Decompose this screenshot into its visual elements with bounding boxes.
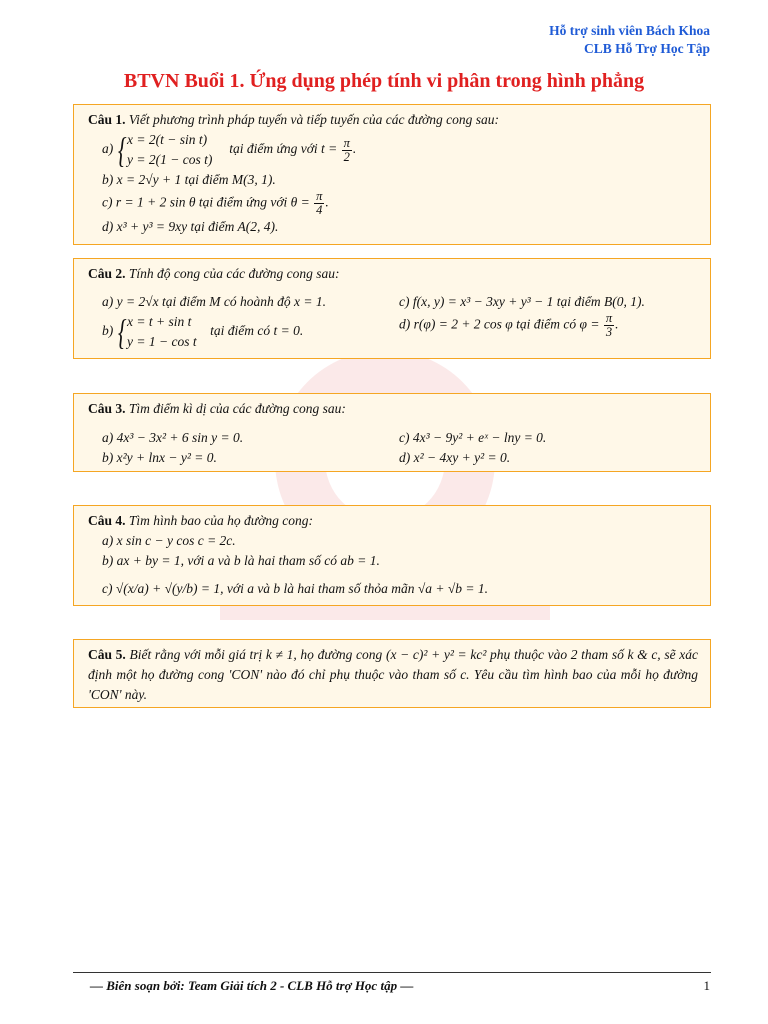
question-2-a: a) y = 2√x tại điểm M có hoành độ x = 1. <box>102 294 326 309</box>
q2-d-den: 3 <box>605 325 613 339</box>
q2-b-line2: y = 1 − cos t <box>127 334 197 349</box>
question-2-prompt: Tính độ cong của các đường cong sau: <box>128 266 340 281</box>
question-1-a: a) { x = 2(t − sin t) y = 2(1 − cos t) tại điểm ứng với t = $\frac{\pi}{2}$ . <box>102 130 357 170</box>
page-number: 1 <box>703 978 710 993</box>
q2-d-fraction <box>604 312 614 339</box>
question-2-b <box>102 312 401 352</box>
question-2-c: c) f(x, y) = x³ − 3xy + y³ − 1 tại điểm B(0, 1). <box>399 294 645 309</box>
q1-c-text: c) r = 1 + 2 sin θ tại điểm ứng với θ = <box>102 194 310 210</box>
question-4-c: c) √(x/a) + √(y/b) = 1, với a và b là hai tham số thỏa mãn √a + √b = 1. <box>102 581 488 596</box>
footer-divider <box>73 972 711 973</box>
q1-a-system: { x = 2(t − sin t) y = 2(1 − cos t) <box>117 130 213 170</box>
q2-b-tag: b) <box>102 323 114 339</box>
q1-c-fraction <box>314 190 324 217</box>
question-3-prompt: Tìm điểm kì dị của các đường cong sau: <box>128 401 346 416</box>
question-4-b: b) ax + by = 1, với a và b là hai tham số có ab = 1. <box>102 553 380 568</box>
question-1-prompt: Viết phương trình pháp tuyến và tiếp tuyến của các đường cong sau: <box>128 112 499 127</box>
footer-credit: — Biên soạn bởi: Team Giải tích 2 - CLB Hỗ trợ Học tập — <box>90 978 414 993</box>
question-3-a: a) 4x³ − 3x² + 6 sin y = 0. <box>102 430 244 445</box>
question-4-label: Câu 4. <box>88 513 126 528</box>
question-1-b: b) x = 2√y + 1 tại điểm M(3, 1). <box>102 172 276 187</box>
q2-d-num: π <box>605 311 613 325</box>
question-1-c: c) r = 1 + 2 sin θ tại điểm ứng với θ = $\frac{\pi}{4}$ . <box>102 189 329 217</box>
question-3-label: Câu 3. <box>88 401 126 416</box>
q1-a-line2: y = 2(1 − cos t) <box>127 152 213 167</box>
question-2-box <box>73 258 711 359</box>
q1-c-den: 4 <box>316 203 323 217</box>
question-5-box <box>73 639 711 708</box>
q1-a-num: π <box>343 135 350 150</box>
question-1-d: d) x³ + y³ = 9xy tại điểm A(2, 4). <box>102 219 279 234</box>
q1-c-num: π <box>316 189 323 203</box>
q2-b-line1: x = t + sin t <box>127 314 192 329</box>
header-line-2: CLB Hỗ Trợ Học Tập <box>584 41 710 56</box>
q2-d-text: d) r(φ) = 2 + 2 cos φ tại điểm có φ = <box>399 316 600 332</box>
question-3-c: c) 4x³ − 9y² + eˣ − lny = 0. <box>399 430 547 445</box>
question-1-box <box>73 104 711 245</box>
question-5-label: Câu 5. <box>88 647 126 662</box>
q1-a-line1: x = 2(t − sin t) <box>127 132 208 147</box>
page-title: BTVN Buổi 1. Ứng dụng phép tính vi phân trong hình phẳng <box>123 70 645 92</box>
q1-a-den: 2 <box>343 149 350 164</box>
question-3-b: b) x²y + lnx − y² = 0. <box>102 450 217 465</box>
question-3-box <box>73 393 711 472</box>
q1-a-tag: a) <box>102 141 114 157</box>
q1-a-condition: tại điểm ứng với t = <box>229 141 338 157</box>
question-2-label: Câu 2. <box>88 266 126 281</box>
q2-b-system: { x = t + sin t y = 1 − cos t <box>117 312 197 352</box>
question-5-text: Biết rằng với mỗi giá trị k ≠ 1, họ đường cong (x − c)² + y² = kc² phụ thuộc vào 2 tham số k & c, sẽ xác định một họ đường cong 'CON' nào đó chỉ phụ thuộc vào tham số c. Yêu cầu tìm hình bao của mỗi họ đường 'CON' này. <box>88 647 698 702</box>
header-club-name <box>549 22 710 58</box>
question-2-d: d) r(φ) = 2 + 2 cos φ tại điểm có φ = $\frac{\pi}{3}$ . <box>399 311 619 339</box>
q2-b-condition: tại điểm có t = 0. <box>210 323 304 339</box>
question-4-box <box>73 505 711 606</box>
question-4-a: a) x sin c − y cos c = 2c. <box>102 533 236 548</box>
question-3-d: d) x² − 4xy + y² = 0. <box>399 450 511 465</box>
question-1-label: Câu 1. <box>88 112 126 127</box>
q1-a-fraction <box>342 137 352 164</box>
question-4-prompt: Tìm hình bao của họ đường cong: <box>128 513 313 528</box>
header-line-1: Hỗ trợ sinh viên Bách Khoa <box>549 23 710 38</box>
